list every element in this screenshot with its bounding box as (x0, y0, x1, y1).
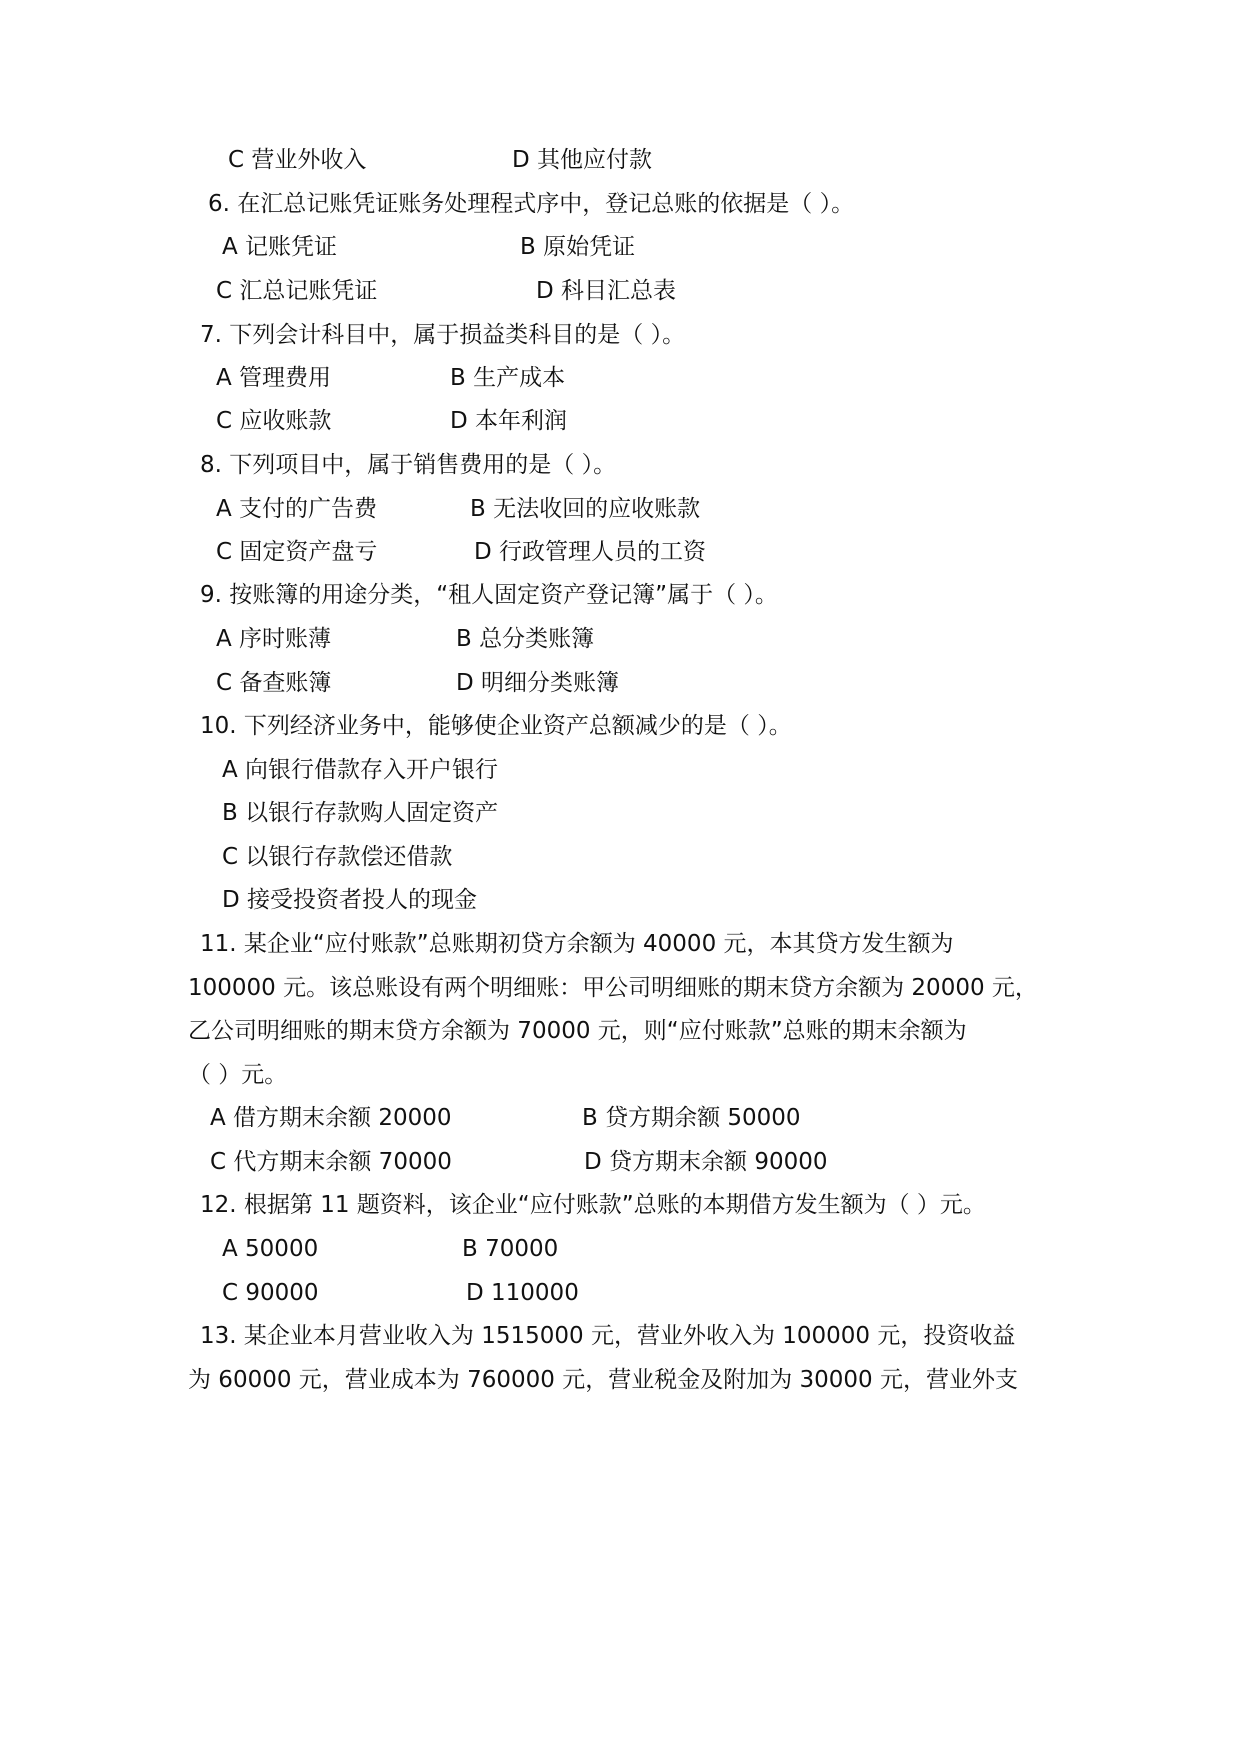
q9-option-a: A 序时账薄 (216, 626, 332, 652)
q7-option-c: C 应收账款 (216, 408, 332, 434)
question-12: 12. 根据第 11 题资料，该企业“应付账款”总账的本期借方发生额为（ ）元。 (200, 1192, 986, 1218)
question-7: 7. 下列会计科目中，属于损益类科目的是（ ）。 (200, 322, 686, 348)
q12-option-b: B 70000 (462, 1236, 559, 1262)
q8-option-b: B 无法收回的应收账款 (470, 496, 701, 522)
question-11-line-3: 乙公司明细账的期末贷方余额为 70000 元，则“应付账款”总账的期末余额为 (188, 1018, 967, 1044)
q7-option-a: A 管理费用 (216, 365, 332, 391)
question-9: 9. 按账簿的用途分类，“租人固定资产登记簿”属于（ ）。 (200, 582, 778, 608)
q12-option-c: C 90000 (222, 1280, 319, 1306)
q12-option-d: D 110000 (466, 1280, 579, 1306)
q8-option-c: C 固定资产盘亏 (216, 539, 378, 565)
question-11-line-4: （ ）元。 (188, 1062, 288, 1088)
q10-option-b: B 以银行存款购人固定资产 (222, 800, 499, 826)
q10-option-a: A 向银行借款存入开户银行 (222, 757, 499, 783)
q6-option-b: B 原始凭证 (520, 234, 636, 260)
q12-option-a: A 50000 (222, 1236, 319, 1262)
q11-option-b: B 贷方期余额 50000 (582, 1105, 801, 1131)
q11-option-a: A 借方期末余额 20000 (210, 1105, 452, 1131)
q11-option-d: D 贷方期末余额 90000 (584, 1149, 828, 1175)
q10-option-c: C 以银行存款偿还借款 (222, 844, 453, 870)
q7-option-b: B 生产成本 (450, 365, 566, 391)
q9-option-c: C 备查账簿 (216, 670, 332, 696)
question-11-line-2: 100000 元。该总账设有两个明细账：甲公司明细账的期末贷方余额为 20000 元， (188, 975, 1038, 1001)
question-8: 8. 下列项目中，属于销售费用的是（ ）。 (200, 452, 617, 478)
q9-option-b: B 总分类账簿 (456, 626, 595, 652)
q7-option-d: D 本年利润 (450, 408, 568, 434)
q11-option-c: C 代方期末余额 70000 (210, 1149, 452, 1175)
q6-option-a: A 记账凭证 (222, 234, 338, 260)
question-11-line-1: 11. 某企业“应付账款”总账期初贷方余额为 40000 元，本其贷方发生额为 (200, 931, 954, 957)
q5-option-d: D 其他应付款 (512, 147, 653, 173)
q8-option-d: D 行政管理人员的工资 (474, 539, 707, 565)
question-10: 10. 下列经济业务中，能够使企业资产总额减少的是（ ）。 (200, 713, 792, 739)
question-13-line-1: 13. 某企业本月营业收入为 1515000 元，营业外收入为 100000 元，投资收益 (200, 1323, 1016, 1349)
q9-option-d: D 明细分类账簿 (456, 670, 620, 696)
question-6: 6. 在汇总记账凭证账务处理程式序中，登记总账的依据是（ ）。 (208, 191, 855, 217)
q8-option-a: A 支付的广告费 (216, 496, 378, 522)
question-13-line-2: 为 60000 元，营业成本为 760000 元，营业税金及附加为 30000 元，营业外支 (188, 1367, 1018, 1393)
q10-option-d: D 接受投资者投人的现金 (222, 887, 478, 913)
q6-option-c: C 汇总记账凭证 (216, 278, 378, 304)
q5-option-c: C 营业外收入 (228, 147, 367, 173)
q6-option-d: D 科目汇总表 (536, 278, 677, 304)
